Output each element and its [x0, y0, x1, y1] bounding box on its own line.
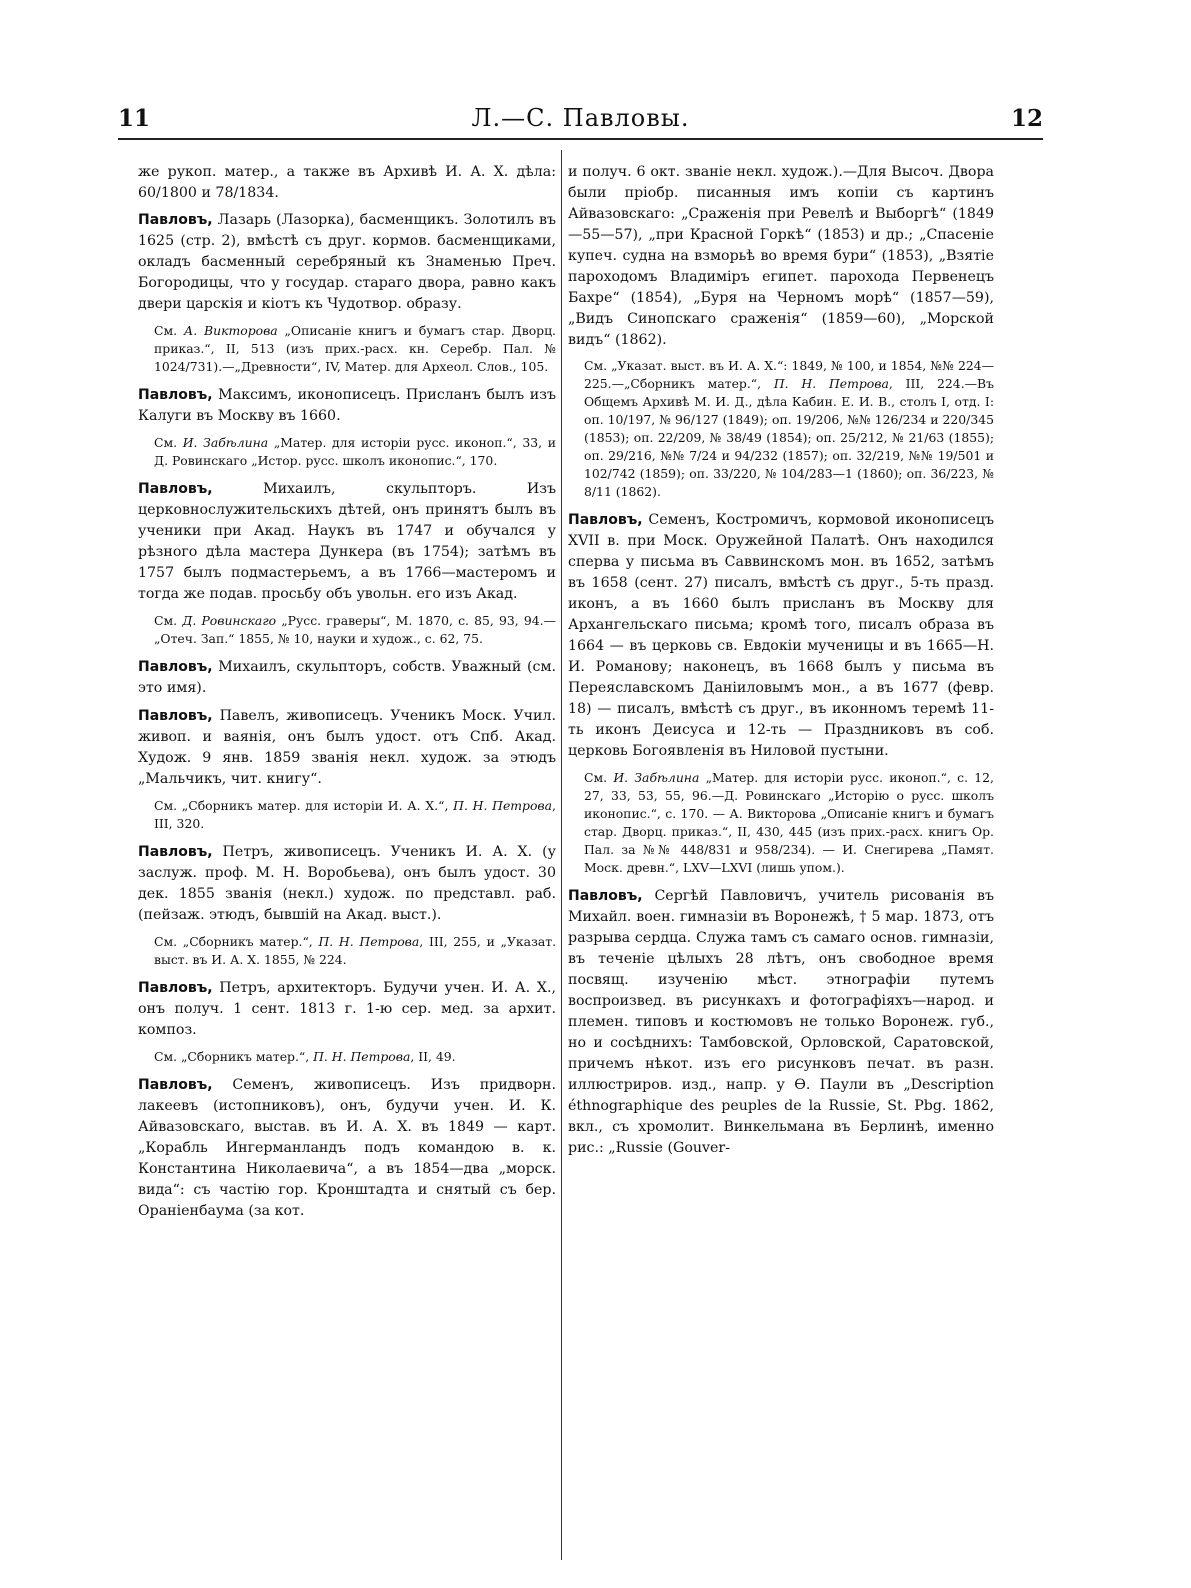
- reference-text: , III, 224.—Въ Общемъ Архивѣ М. И. Д., дѣла Кабин. Е. И. В., столъ I, отд. I: оп. 10/197, № 96/127 (1849); оп. 19/206, №№ 126/234 и 220/345 (1853); оп. 22/209, № 38/49 (1854); оп. 25/212, № 21/63 (1855); оп. 29/216, №№ 7/24 и 94/232 (1857); оп. 32/219, №№ 19/501 и 102/742 (1859); оп. 33/220, № 104/283—1 (1860); оп. 36/223, № 8/11 (1862).: [584, 376, 994, 499]
- entry-headword: Павловъ,: [568, 512, 643, 528]
- entry-text: Максимъ, иконописецъ. Присланъ былъ изъ Калуги въ Москву въ 1660.: [138, 387, 556, 424]
- left-entry: [138, 385, 556, 427]
- left-entry: [138, 210, 556, 315]
- reference-author: П. Н. Петрова: [773, 376, 889, 391]
- left-entry: [138, 657, 556, 699]
- entry-text: Михаилъ, скульпторъ, собств. Уважный (см. это имя).: [138, 659, 556, 696]
- left-entry: [138, 479, 556, 605]
- entry-headword: Павловъ,: [138, 980, 213, 996]
- entry-headword: Павловъ,: [568, 888, 643, 904]
- left-column: [138, 162, 556, 1562]
- reference-author: А. Викторова: [183, 323, 278, 338]
- reference-text: , II, 49.: [410, 1049, 456, 1064]
- right-page-number: 12: [1010, 104, 1043, 132]
- reference-prefix: См. „Сборникъ матер.“,: [154, 1049, 314, 1064]
- page-header: [118, 100, 1043, 136]
- right-reference: [584, 357, 994, 501]
- reference-prefix: См. „Сборникъ матер. для исторіи И. А. Х.“,: [154, 798, 454, 813]
- reference-text: , III, 255, и „Указат. выст. въ И. А. Х. 1855, № 224.: [154, 934, 556, 967]
- entry-text: Сергѣй Павловичъ, учитель рисованія въ Михайл. воен. гимназіи въ Воронежѣ, † 5 мар. 1873, отъ разрыва сердца. Служа тамъ съ самаго основ. гимназіи, въ теченіе цѣлыхъ 28 лѣтъ, онъ свободное время посвящ. изученію мѣст. этнографіи путемъ воспроизвед. въ рисункахъ и фотографіяхъ—народ. и племен. типовъ и костюмовъ не только Воронеж. губ., но и сосѣднихъ: Тамбовской, Орловской, Саратовской, причемъ нѣкот. изъ его рисунковъ печат. въ разн. иллюстриров. изд., напр. у Ѳ. Паули въ „Description éthnographique des peuples de la Russie, St. Pbg. 1862, вкл., съ хромолит. Винкельмана въ Берлинѣ, именно рис.: „Russie (Gouver-: [568, 888, 994, 1156]
- right-reference: [584, 769, 994, 877]
- reference-prefix: См. „Сборникъ матер.“,: [154, 934, 319, 949]
- entry-text: Семенъ, Костромичъ, кормовой иконописецъ XVII в. при Моск. Оружейной Палатѣ. Онъ находился сперва у письма въ Саввинскомъ мон. въ 1652, затѣмъ въ 1658 (сент. 27) писалъ, вмѣстѣ съ друг., 5-ть празд. иконъ, а въ 1660 былъ присланъ въ Москву для Архангельскаго письма; кромѣ того, писалъ образа въ 1664 — въ церковь св. Евдокіи мученицы и въ 1665—Н. И. Романову; наконецъ, въ 1668 былъ у письма въ Переяславскомъ Даніиловымъ мон., а въ 1677 (февр. 18) — писалъ, вмѣстѣ съ друг., въ иконномъ теремѣ 11-ть иконъ Деисуса и 12-ть — Праздниковъ въ соб. церковь Богоявленія въ Ниловой пустыни.: [568, 512, 994, 759]
- reference-text: „Русс. граверы“, М. 1870, с. 85, 93, 94.—„Отеч. Зап.“ 1855, № 10, науки и худож., с. 62, 75.: [154, 613, 556, 646]
- right-continued-text: и получ. 6 окт. званіе некл. худож.).—Для Высоч. Двора были пріобр. писанныя имъ копіи съ картинъ Айвазовскаго: „Сраженія при Ревелѣ и Выборгѣ“ (1849—55—57), „при Красной Горкѣ“ (1853) и др.; „Спасеніе купеч. судна на взморьѣ во время бури“ (1853), „Взятіе пароходомъ Владиміръ египет. парохода Первенецъ Бахре“ (1854), „Буря на Черномъ морѣ“ (1857—59), „Видъ Синопскаго сраженія“ (1859—60), „Морской видъ“ (1862).: [568, 164, 994, 348]
- reference-prefix: См. „Указат. выст. въ И. А. Х.“: 1849, № 100, и 1854, №№ 224—225.—„Сборникъ матер.“,: [584, 358, 994, 391]
- left-entry: [138, 706, 556, 790]
- entry-headword: Павловъ,: [138, 844, 213, 860]
- entry-headword: Павловъ,: [138, 1077, 213, 1093]
- reference-prefix: См.: [154, 435, 183, 450]
- reference-author: П. Н. Петрова: [313, 1049, 411, 1064]
- reference-text: „Матер. для исторіи русс. иконоп.“, 33, и Д. Ровинскаго „Истор. русс. школъ иконопис.“, 170.: [154, 435, 556, 468]
- reference-author: И. Забѣлина: [613, 770, 700, 785]
- left-entry: [138, 1075, 556, 1222]
- left-entry: [138, 842, 556, 926]
- left-page-number: 11: [118, 104, 151, 132]
- entry-text: Павелъ, живописецъ. Ученикъ Моск. Учил. живоп. и ваянія, онъ былъ удост. отъ Спб. Акад. Худож. 9 янв. 1859 званія некл. худож. за этюдъ „Мальчикъ, чит. книгу“.: [138, 708, 556, 787]
- entry-text: Семенъ, живописецъ. Изъ придворн. лакеевъ (истопниковъ), онъ, будучи учен. И. К. Айвазовскаго, выстав. въ И. А. Х. въ 1849 — карт. „Корабль Ингерманландъ подъ командою в. к. Константина Николаевича“, а въ 1854—два „морск. вида“: съ частію гор. Кронштадта и снятый съ бер. Ораніенбаума (за кот.: [138, 1077, 556, 1219]
- entry-text: Петръ, живописецъ. Ученикъ И. А. Х. (у заслуж. проф. М. Н. Воробьева), онъ былъ удост. 30 дек. 1855 званія (некл.) худож. по представл. раб. (пейзаж. этюдъ, бывшій на Акад. выст.).: [138, 844, 556, 923]
- left-reference: [154, 612, 556, 648]
- reference-text: „Описаніе книгъ и бумагъ стар. Дворц. приказ.“, II, 513 (изъ прих.-расх. кн. Серебр. Пал. № 1024/731).—„Древности“, IV, Матер. для Археол. Слов., 105.: [154, 323, 556, 374]
- right-entry: [568, 886, 994, 1159]
- left-entry: [138, 978, 556, 1041]
- reference-prefix: См.: [584, 770, 614, 785]
- entry-headword: Павловъ,: [138, 481, 213, 497]
- reference-text: „Матер. для исторіи русс. иконоп.“, с. 12, 27, 33, 53, 55, 96.—Д. Ровинскаго „Исторію о русс. школъ иконопис.“, с. 170. — А. Викторова „Описаніе книгъ и бумагъ стар. Дворц. приказ.“, II, 430, 445 (изъ прих.-расх. книгъ Ор. Пал. за №№ 448/831 и 958/234). — И. Снегирева „Памят. Моск. древн.“, LXV—LXVI (лишь упом.).: [584, 770, 994, 875]
- reference-prefix: См.: [154, 323, 184, 338]
- right-column: [568, 162, 994, 1562]
- right-entry: [568, 510, 994, 762]
- entry-text: Лазарь (Лазорка), басменщикъ. Золотилъ въ 1625 (стр. 2), вмѣстѣ съ друг. кормов. басменщиками, окладъ басменный серебряный къ Знаменью Преч. Богородицы, что у государ. стараго двора, равно какъ двери царскія и кіотъ къ Чудотвор. образу.: [138, 212, 556, 312]
- reference-author: П. Н. Петрова: [453, 798, 553, 813]
- reference-author: П. Н. Петрова: [318, 934, 420, 949]
- left-reference: [154, 434, 556, 470]
- entry-text: Михаилъ, скульпторъ. Изъ церковнослужительскихъ дѣтей, онъ принятъ былъ въ ученики при Акад. Наукъ въ 1747 и обучался у рѣзного дѣла мастера Дункера (въ 1754); затѣмъ въ 1757 былъ подмастерьемъ, а въ 1766—мастеромъ и тогда же подав. просьбу объ увольн. его изъ Акад.: [138, 481, 556, 602]
- entry-headword: Павловъ,: [138, 659, 213, 675]
- entry-headword: Павловъ,: [138, 387, 213, 403]
- left-reference: [154, 933, 556, 969]
- entry-headword: Павловъ,: [138, 212, 213, 228]
- running-title: Л.—С. Павловы.: [471, 104, 690, 132]
- left-reference: [154, 1048, 556, 1066]
- reference-prefix: См.: [154, 613, 183, 628]
- left-reference: [154, 322, 556, 376]
- entry-text: Петръ, архитекторъ. Будучи учен. И. А. Х., онъ получ. 1 сент. 1813 г. 1-ю сер. мед. за архит. композ.: [138, 980, 556, 1038]
- left-continued-text: же рукоп. матер., а также въ Архивѣ И. А. Х. дѣла: 60/1800 и 78/1834.: [138, 164, 556, 201]
- column-divider: [561, 150, 562, 1560]
- reference-author: И. Забѣлина: [182, 435, 269, 450]
- reference-text: , III, 320.: [154, 798, 556, 831]
- entry-headword: Павловъ,: [138, 708, 213, 724]
- header-rule: [118, 138, 1043, 140]
- reference-author: Д. Ровинскаго: [182, 613, 277, 628]
- left-reference: [154, 797, 556, 833]
